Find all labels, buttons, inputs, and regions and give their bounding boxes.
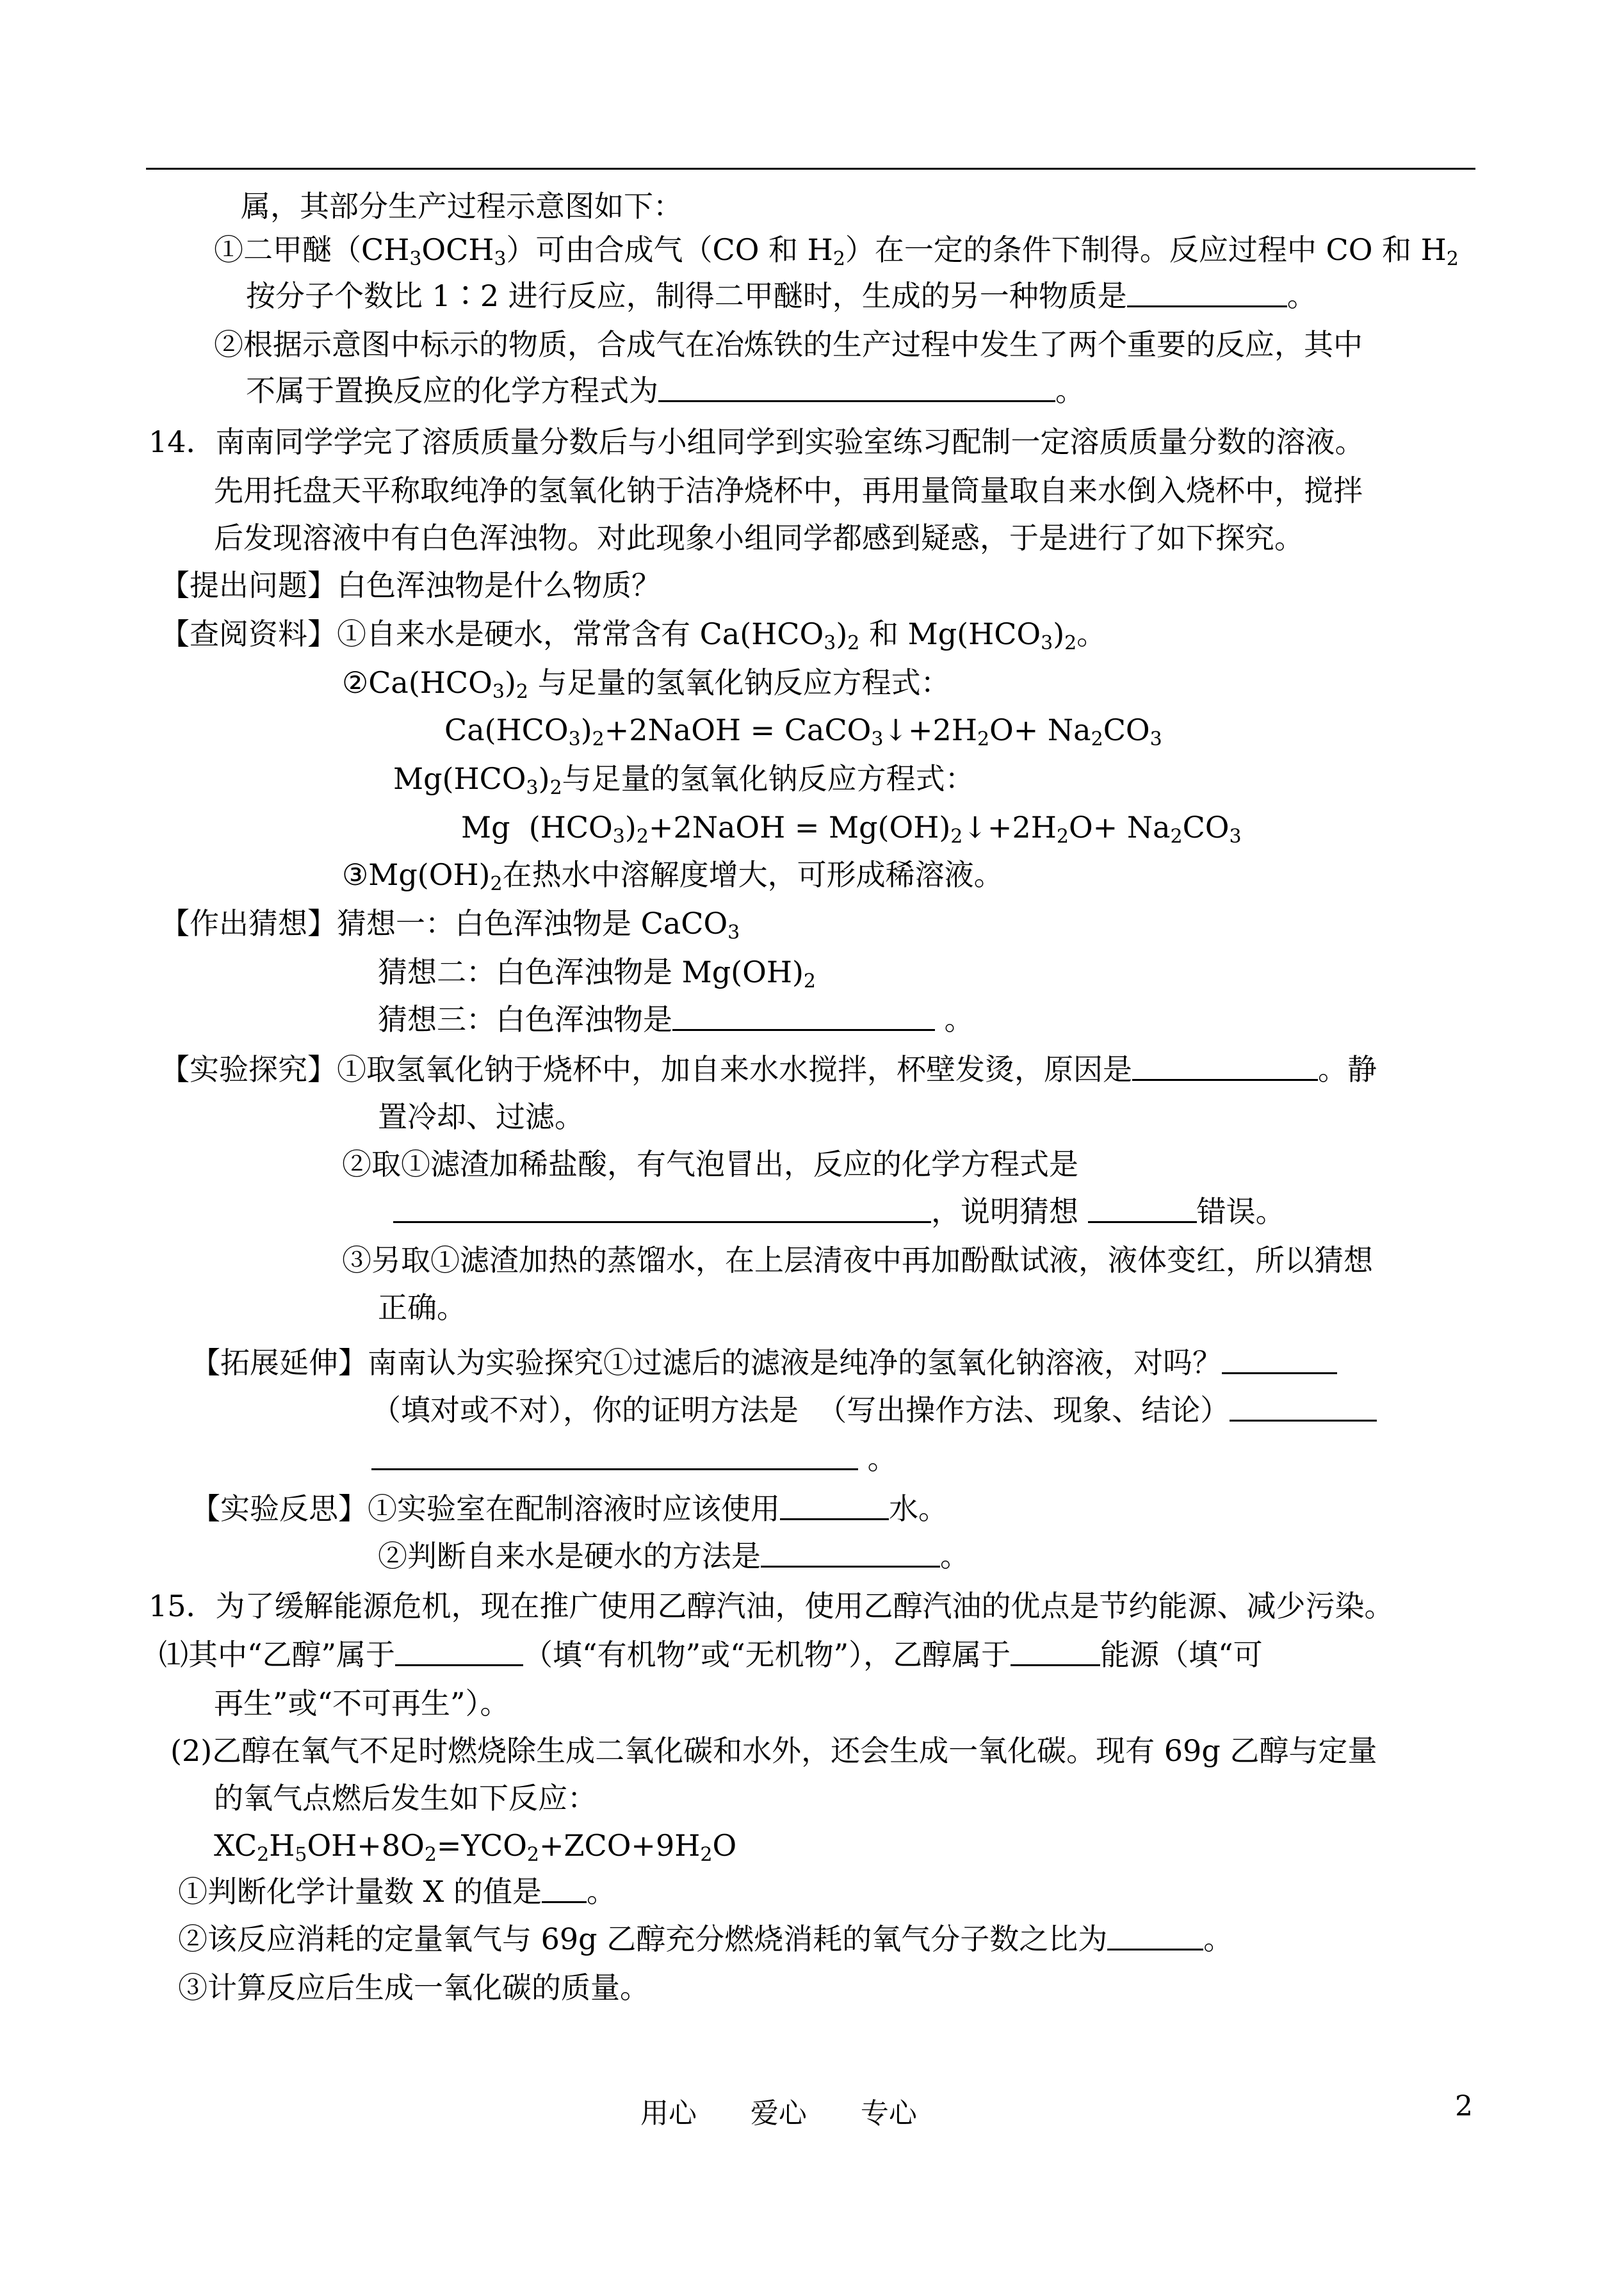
text-line: 【查阅资料】①自来水是硬水，常常含有 $Ca(HCO_3)_2$ 和 $Mg(HCO_3)_2$。 xyxy=(160,617,1107,654)
text-line: ①判断化学计量数 X 的值是 。 xyxy=(178,1874,616,1909)
equation-line: $Ca(HCO_3)_2+2NaOH$ = $CaCO_3↓+2H_2O+ Na_2CO_3$ xyxy=(444,713,1162,750)
question-14-line: 14．南南同学学完了溶质质量分数后与小组同学到实验室练习配制一定溶质质量分数的溶液。 xyxy=(149,425,1365,459)
footer-motto: 用心 爱心 专心 xyxy=(640,2097,917,2130)
text-line: 正确。 xyxy=(378,1290,466,1325)
answer-blank[interactable] xyxy=(1107,1923,1203,1950)
answer-blank[interactable] xyxy=(1127,280,1287,307)
answer-blank[interactable] xyxy=(371,1443,858,1470)
text-line: ⑴其中“乙醇”属于 （填“有机物”或“无机物”），乙醇属于 能源（填“可 xyxy=(159,1637,1263,1672)
text-line: 【作出猜想】猜想一：白色浑浊物是 CaCO$_3$ xyxy=(160,906,740,944)
answer-blank[interactable] xyxy=(542,1876,587,1903)
text-line: (2)乙醇在氧气不足时燃烧除生成二氧化碳和水外，还会生成一氧化碳。现有 69g 乙醇与定量 xyxy=(170,1733,1377,1768)
text-line: 属，其部分生产过程示意图如下： xyxy=(241,189,683,223)
text-line: $③Mg(OH)_2$在热水中溶解度增大，可形成稀溶液。 xyxy=(342,857,1003,895)
text-line: 【提出问题】白色浑浊物是什么物质？ xyxy=(160,568,661,603)
answer-blank[interactable] xyxy=(1011,1639,1100,1666)
text-line: 不属于置换反应的化学方程式为 。 xyxy=(246,373,1085,408)
answer-blank[interactable] xyxy=(672,1003,935,1031)
question-15-line: 15．为了缓解能源危机，现在推广使用乙醇汽油，使用乙醇汽油的优点是节约能源、减少污染。 xyxy=(149,1589,1394,1623)
answer-blank[interactable] xyxy=(1230,1394,1377,1422)
text-line: 的氧气点燃后发生如下反应： xyxy=(214,1781,597,1815)
text-line: ②判断自来水是硬水的方法是 。 xyxy=(378,1539,970,1573)
header-rule xyxy=(146,168,1475,170)
answer-blank[interactable] xyxy=(1088,1196,1197,1223)
text-line: ②取①滤渣加稀盐酸，有气泡冒出，反应的化学方程式是 xyxy=(342,1147,1078,1181)
text-line: 猜想三：白色浑浊物是 。 xyxy=(378,1002,974,1037)
answer-blank[interactable] xyxy=(393,1196,931,1223)
text-line: 再生”或“不可再生”）。 xyxy=(214,1686,510,1721)
text-line: 【拓展延伸】南南认为实验探究①过滤后的滤液是纯净的氢氧化钠溶液，对吗？ xyxy=(191,1343,1337,1382)
text-line: ②该反应消耗的定量氧气与 69g 乙醇充分燃烧消耗的氧气分子数之比为 。 xyxy=(178,1922,1233,1956)
answer-blank[interactable] xyxy=(780,1493,889,1520)
text-line: ③另取①滤渣加热的蒸馏水，在上层清夜中再加酚酞试液，液体变红，所以猜想 xyxy=(342,1243,1373,1277)
answer-blank[interactable] xyxy=(761,1540,940,1568)
text-line: （填对或不对），你的证明方法是 （写出操作方法、现象、结论） xyxy=(371,1391,1377,1429)
text-line: 后发现溶液中有白色浑浊物。对此现象小组同学都感到疑惑，于是进行了如下探究。 xyxy=(214,521,1304,555)
equation-line: $XC_2H_5OH+8O_2=YCO_2+ZCO+9H_2O$ xyxy=(214,1828,737,1866)
text-line: 先用托盘天平称取纯净的氢氧化钠于洁净烧杯中，再用量筒量取自来水倒入烧杯中，搅拌 xyxy=(214,473,1363,508)
text-line: ③计算反应后生成一氧化碳的质量。 xyxy=(178,1970,649,2005)
text-line: 【实验探究】①取氢氧化钠于烧杯中，加自来水水搅拌，杯壁发烫，原因是 。静 xyxy=(160,1052,1377,1087)
answer-blank[interactable] xyxy=(1222,1347,1337,1374)
text-line: ，说明猜想 错误。 xyxy=(393,1192,1285,1231)
text-line: 猜想二：白色浑浊物是 $Mg(OH)_2$ xyxy=(378,955,816,993)
text-line: 。 xyxy=(371,1439,897,1478)
text-line: 【实验反思】①实验室在配制溶液时应该使用 水。 xyxy=(191,1491,948,1526)
text-line: 置冷却、过滤。 xyxy=(378,1099,584,1134)
page-number: 2 xyxy=(1455,2090,1473,2123)
equation-line: Mg $(HCO_3)_2+2NaOH$ = $Mg(OH)_2↓+2H_2O+ Na_2CO_3$ xyxy=(461,810,1242,848)
answer-blank[interactable] xyxy=(1132,1053,1318,1081)
text-line: ①二甲醚$(CH_3OCH_3)$可由合成气（CO 和 $H_2$）在一定的条件下制得。反应过程中 CO 和 $H_2$ xyxy=(214,232,1459,270)
text-line: $②Ca(HCO_3)_2$ 与足量的氢氧化钠反应方程式： xyxy=(342,665,950,703)
text-line: 按分子个数比 1∶2 进行反应，制得二甲醚时，生成的另一种物质是 。 xyxy=(246,279,1317,313)
answer-blank[interactable] xyxy=(395,1639,523,1666)
text-line: ②根据示意图中标示的物质，合成气在冶炼铁的生产过程中发生了两个重要的反应，其中 xyxy=(214,327,1363,362)
answer-blank[interactable] xyxy=(658,375,1055,402)
text-line: $Mg(HCO_3)_2$与足量的氢氧化钠反应方程式： xyxy=(393,761,975,799)
